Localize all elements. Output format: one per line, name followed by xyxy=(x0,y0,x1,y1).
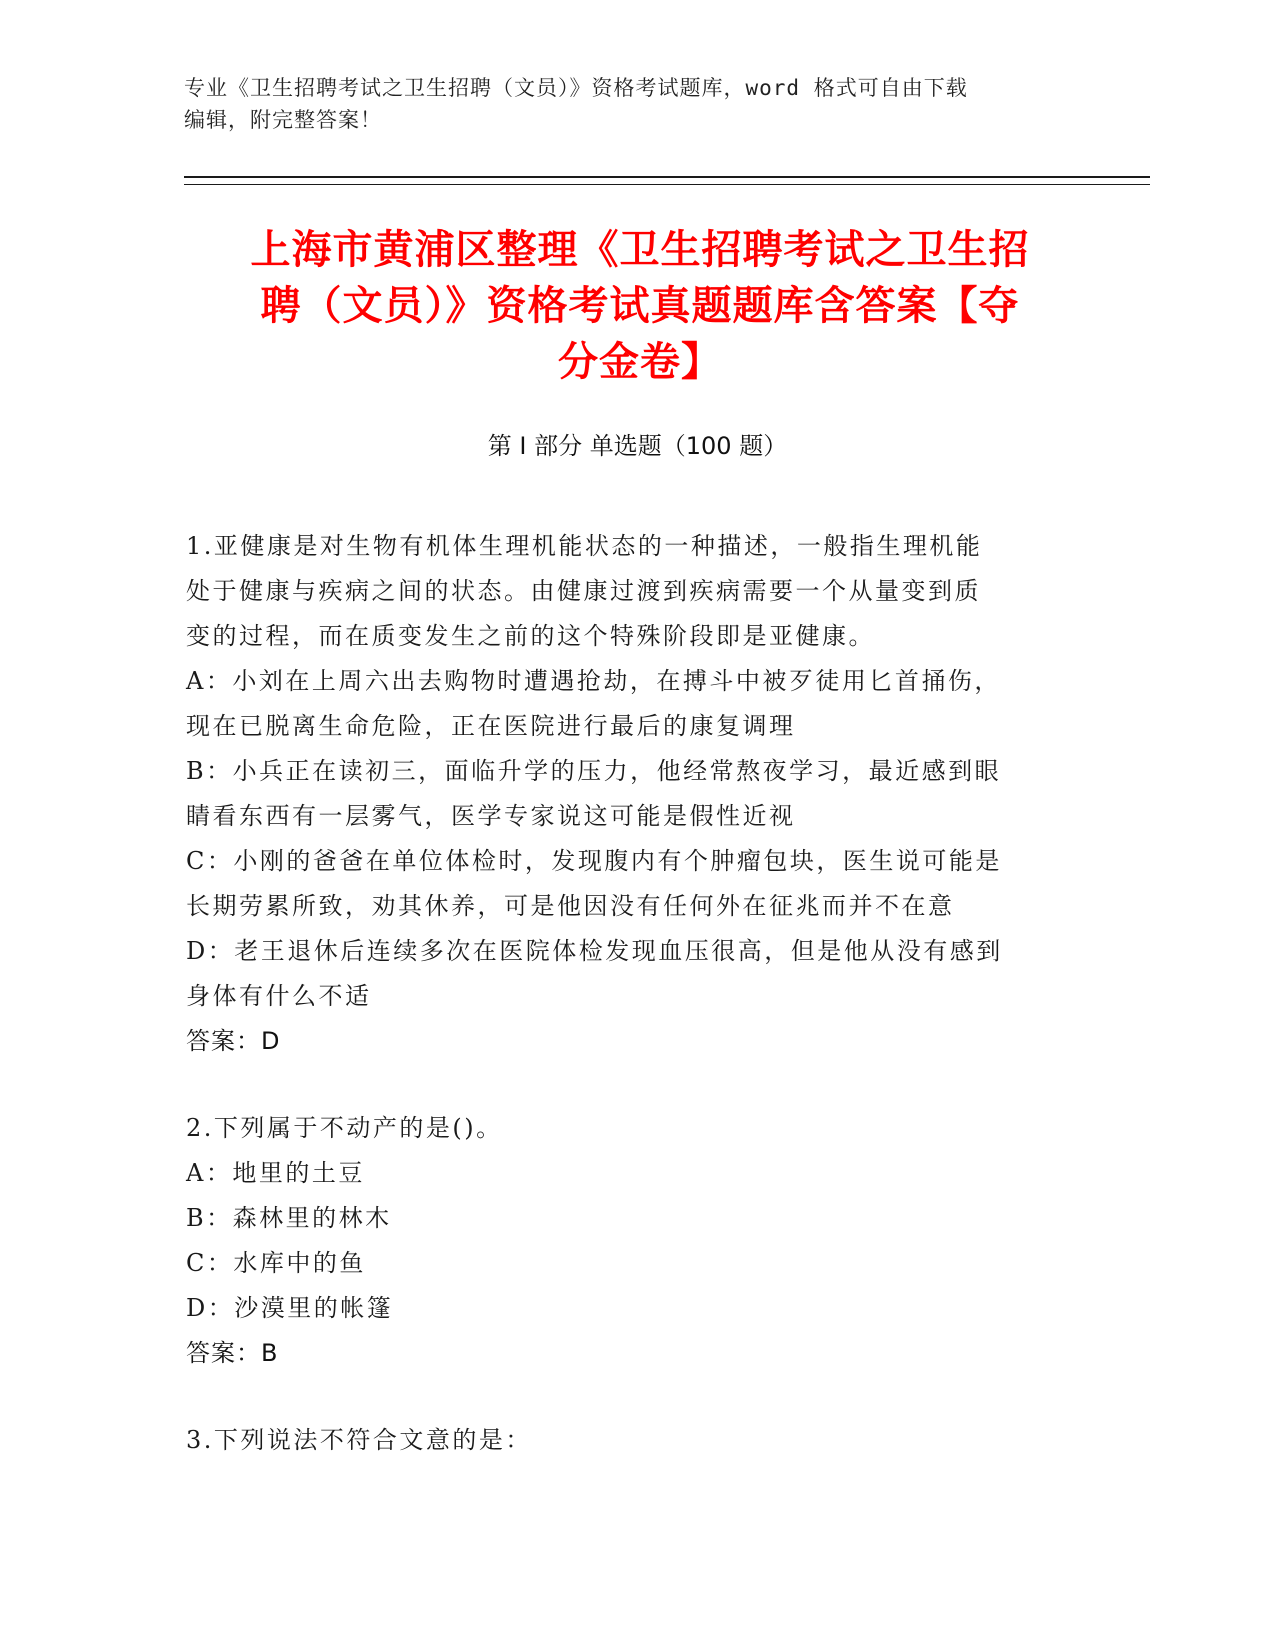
option-b-line: B：小兵正在读初三，面临升学的压力，他经常熬夜学习，最近感到眼 xyxy=(186,757,1002,785)
option-a-line: 现在已脱离生命危险，正在医院进行最后的康复调理 xyxy=(186,712,796,740)
header-divider-thin xyxy=(184,184,1150,185)
option-a-line: A：地里的土豆 xyxy=(186,1159,365,1187)
document-title-line: 聘（文员）》资格考试真题题库含答案【夺 xyxy=(260,283,1020,329)
document-title-line: 分金卷】 xyxy=(558,339,722,385)
option-d-line: D：老王退休后连续多次在医院体检发现血压很高，但是他从没有感到 xyxy=(186,937,1003,965)
question-list xyxy=(186,524,1066,1505)
section-heading: 第 I 部分 单选题（100 题） xyxy=(487,432,788,460)
question-stem-line: 1.亚健康是对生物有机体生理机能状态的一种描述，一般指生理机能 xyxy=(186,532,983,560)
option-d-line: 身体有什么不适 xyxy=(186,982,372,1010)
header-note-line: 编辑，附完整答案！ xyxy=(184,108,382,132)
question-3 xyxy=(186,1418,1066,1463)
document-title-line: 上海市黄浦区整理《卫生招聘考试之卫生招 xyxy=(250,227,1030,273)
question-stem-line: 变的过程，而在质变发生之前的这个特殊阶段即是亚健康。 xyxy=(186,622,875,650)
question-stem-line: 3.下列说法不符合文意的是： xyxy=(186,1426,532,1454)
option-c-line: 长期劳累所致，劝其休养，可是他因没有任何外在征兆而并不在意 xyxy=(186,892,955,920)
answer-line: 答案：D xyxy=(186,1027,281,1055)
header-note-line: 专业《卫生招聘考试之卫生招聘（文员）》资格考试题库，word 格式可自由下载 xyxy=(184,76,968,100)
header-note xyxy=(184,72,1064,136)
option-b-line: 睛看东西有一层雾气，医学专家说这可能是假性近视 xyxy=(186,802,796,830)
question-1 xyxy=(186,524,1066,1064)
question-stem-line: 2.下列属于不动产的是()。 xyxy=(186,1114,503,1142)
header-divider-thick xyxy=(184,176,1150,178)
option-d-line: D：沙漠里的帐篷 xyxy=(186,1294,394,1322)
option-a-line: A：小刘在上周六出去购物时遭遇抢劫，在搏斗中被歹徒用匕首捅伤， xyxy=(186,667,1001,695)
question-stem-line: 处于健康与疾病之间的状态。由健康过渡到疾病需要一个从量变到质 xyxy=(186,577,981,605)
option-c-line: C：小刚的爸爸在单位体检时，发现腹内有个肿瘤包块，医生说可能是 xyxy=(186,847,1002,875)
question-2 xyxy=(186,1106,1066,1376)
document-title xyxy=(190,222,1090,390)
answer-line: 答案：B xyxy=(186,1339,279,1367)
option-b-line: B：森林里的林木 xyxy=(186,1204,392,1232)
option-c-line: C：水库中的鱼 xyxy=(186,1249,366,1277)
